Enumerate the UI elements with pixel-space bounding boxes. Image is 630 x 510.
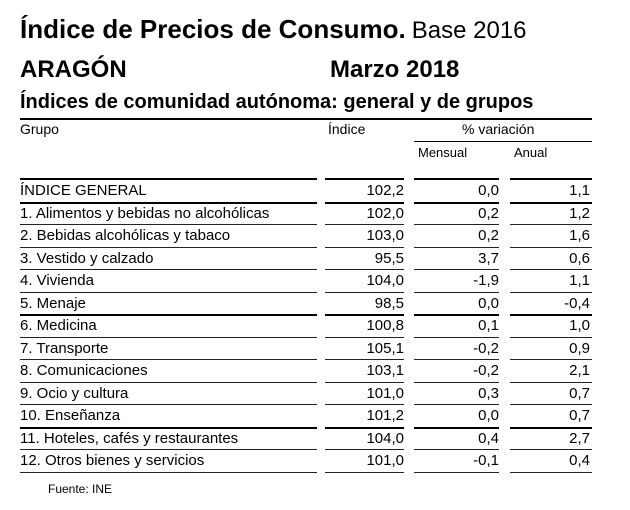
- row-monthly-change: 0,0: [478, 407, 499, 424]
- row-group-name: 11. Hoteles, cafés y restaurantes: [20, 429, 239, 447]
- row-index-value: 104,0: [366, 429, 404, 447]
- row-separator: [414, 472, 499, 473]
- column-header-annual: Anual: [514, 145, 548, 160]
- table-row: [0, 405, 630, 427]
- row-annual-change: -0,4: [564, 294, 590, 312]
- table-row: [0, 248, 630, 270]
- row-separator: [325, 472, 404, 473]
- column-header-group: Grupo: [20, 121, 59, 137]
- table-row: [0, 180, 630, 202]
- row-index-value: 101,2: [366, 407, 404, 424]
- column-header-index: Índice: [328, 121, 366, 137]
- row-group-name: 1. Alimentos y bebidas no alcohólicas: [20, 204, 270, 222]
- row-index-value: 104,0: [366, 272, 404, 289]
- row-monthly-change: 0,2: [478, 204, 499, 222]
- table-row: [0, 315, 630, 337]
- row-index-value: 95,5: [374, 249, 404, 267]
- region-label: ARAGÓN: [20, 56, 127, 83]
- row-group-name: 6. Medicina: [20, 317, 97, 334]
- row-annual-change: 1,1: [569, 272, 590, 289]
- row-group-name: ÍNDICE GENERAL: [20, 182, 147, 199]
- table-row: [0, 203, 630, 225]
- row-annual-change: 1,2: [569, 204, 590, 222]
- row-index-value: 102,0: [366, 204, 404, 222]
- row-monthly-change: -0,1: [473, 452, 499, 469]
- row-index-value: 101,0: [366, 384, 404, 402]
- table-subtitle: Índices de comunidad autónoma: general y de grupos: [20, 91, 534, 113]
- variation-underline: [414, 141, 592, 142]
- row-annual-change: 0,6: [569, 249, 590, 267]
- row-index-value: 105,1: [366, 339, 404, 357]
- row-index-value: 101,0: [366, 452, 404, 469]
- row-group-name: 9. Ocio y cultura: [20, 384, 129, 402]
- row-annual-change: 1,1: [569, 182, 590, 199]
- table-row: [0, 338, 630, 360]
- row-separator: [510, 472, 592, 473]
- table-row: [0, 450, 630, 472]
- row-annual-change: 0,7: [569, 384, 590, 402]
- row-annual-change: 1,0: [569, 317, 590, 334]
- row-separator: [20, 472, 317, 473]
- row-group-name: 10. Enseñanza: [20, 407, 121, 424]
- table-row: [0, 360, 630, 382]
- row-monthly-change: 0,0: [478, 294, 499, 312]
- table-row: [0, 225, 630, 247]
- row-group-name: 8. Comunicaciones: [20, 362, 148, 379]
- title-text: Índice de Precios de Consumo.: [20, 14, 406, 44]
- row-monthly-change: 0,3: [478, 384, 499, 402]
- table-row: [0, 293, 630, 315]
- row-index-value: 103,0: [366, 227, 404, 244]
- row-monthly-change: -0,2: [473, 339, 499, 357]
- row-monthly-change: -0,2: [473, 362, 499, 379]
- row-monthly-change: -1,9: [473, 272, 499, 289]
- row-monthly-change: 0,0: [478, 182, 499, 199]
- row-annual-change: 2,1: [569, 362, 590, 379]
- base-year: Base 2016: [411, 17, 527, 44]
- row-index-value: 102,2: [366, 182, 404, 199]
- header-top-rule: [20, 118, 592, 120]
- row-group-name: 3. Vestido y calzado: [20, 249, 154, 267]
- row-index-value: 98,5: [374, 294, 404, 312]
- row-index-value: 100,8: [366, 317, 404, 334]
- row-monthly-change: 0,4: [478, 429, 499, 447]
- row-annual-change: 0,9: [569, 339, 590, 357]
- column-header-variation: % variación: [462, 121, 535, 137]
- row-group-name: 2. Bebidas alcohólicas y tabaco: [20, 227, 231, 244]
- row-monthly-change: 3,7: [478, 249, 499, 267]
- period-label: Marzo 2018: [330, 56, 460, 83]
- page-title: [20, 14, 527, 45]
- table-row: [0, 383, 630, 405]
- row-index-value: 103,1: [366, 362, 404, 379]
- row-group-name: 7. Transporte: [20, 339, 109, 357]
- row-annual-change: 0,4: [569, 452, 590, 469]
- table-row: [0, 428, 630, 450]
- row-annual-change: 1,6: [569, 227, 590, 244]
- row-group-name: 4. Vivienda: [20, 272, 94, 289]
- source-note: Fuente: INE: [48, 482, 113, 496]
- table-row: [0, 270, 630, 292]
- row-group-name: 12. Otros bienes y servicios: [20, 452, 205, 469]
- row-annual-change: 2,7: [569, 429, 590, 447]
- row-monthly-change: 0,1: [478, 317, 499, 334]
- column-header-monthly: Mensual: [418, 145, 468, 160]
- row-annual-change: 0,7: [569, 407, 590, 424]
- row-monthly-change: 0,2: [478, 227, 499, 244]
- row-group-name: 5. Menaje: [20, 294, 86, 312]
